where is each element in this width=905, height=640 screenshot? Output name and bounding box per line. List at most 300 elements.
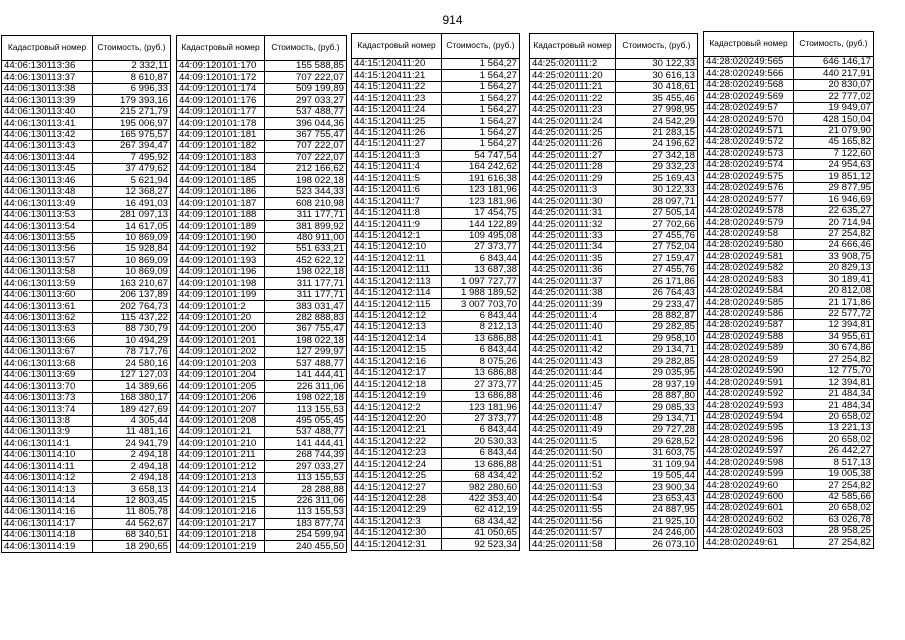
- cost-cell: 268 744,39: [265, 449, 347, 460]
- cadastral-number-cell: 44:06:130113:49: [2, 198, 93, 209]
- cost-cell: 452 622,12: [265, 255, 347, 266]
- table-row: [704, 537, 874, 548]
- table-row: [352, 230, 520, 241]
- cadastral-number-cell: 44:15:120411:20: [352, 59, 442, 70]
- cadastral-number-cell: 44:28:020249:579: [704, 217, 794, 228]
- table-row: [2, 529, 171, 540]
- cost-cell: 1 564,27: [442, 93, 520, 104]
- cost-cell: 396 044,36: [265, 118, 347, 129]
- cadastral-number-cell: 44:15:120411:26: [352, 127, 442, 138]
- cost-cell: 28 288,88: [265, 484, 347, 495]
- cadastral-number-cell: 44:09:120101:186: [177, 186, 265, 197]
- cost-cell: 2 494,18: [93, 449, 171, 460]
- cost-cell: 24 954,63: [794, 159, 874, 170]
- cost-cell: 68 340,51: [93, 529, 171, 540]
- table-row: [352, 242, 520, 253]
- cost-cell: 164 242,62: [442, 161, 520, 172]
- cadastral-number-cell: 44:28:020249:577: [704, 194, 794, 205]
- cost-cell: 440 217,91: [794, 68, 874, 79]
- cadastral-number-cell: 44:09:120101:196: [177, 266, 265, 277]
- cadastral-number-cell: 44:25:020111:34: [530, 242, 616, 253]
- cost-cell: 11 805,78: [93, 507, 171, 518]
- table-row: [177, 198, 347, 209]
- cost-cell: 27 455,76: [616, 230, 698, 241]
- cost-cell: 19 851,12: [794, 171, 874, 182]
- table-row: [530, 379, 698, 390]
- table-row: [530, 70, 698, 81]
- cost-cell: 29 332,23: [616, 161, 698, 172]
- cost-cell: 24 542,29: [616, 116, 698, 127]
- cost-cell: 281 097,13: [93, 209, 171, 220]
- table-row: [177, 83, 347, 94]
- cadastral-number-cell: 44:09:120101:20: [177, 312, 265, 323]
- cost-cell: 62 412,19: [442, 505, 520, 516]
- cadastral-number-cell: 44:28:020249:601: [704, 503, 794, 514]
- cost-cell: 13 686,88: [442, 367, 520, 378]
- cost-cell: 30 189,41: [794, 274, 874, 285]
- cost-cell: 20 714,94: [794, 217, 874, 228]
- table-row: [177, 221, 347, 232]
- table-row: [177, 541, 347, 552]
- cost-cell: 22 635,27: [794, 205, 874, 216]
- table-row: [704, 57, 874, 68]
- cadastral-number-cell: 44:15:120411:4: [352, 161, 442, 172]
- table-row: [530, 81, 698, 92]
- table-row: [530, 322, 698, 333]
- table-row: [2, 335, 171, 346]
- table-row: [177, 186, 347, 197]
- cadastral-number-cell: 44:09:120101:202: [177, 346, 265, 357]
- table-row: [704, 217, 874, 228]
- table-row: [530, 402, 698, 413]
- table-row: [2, 369, 171, 380]
- cost-cell: 12 803,45: [93, 495, 171, 506]
- cadastral-number-cell: 44:25:020111:24: [530, 116, 616, 127]
- cadastral-number-cell: 44:15:120411:7: [352, 196, 442, 207]
- cadastral-number-cell: 44:09:120101:192: [177, 244, 265, 255]
- cadastral-number-cell: 44:28:020249:597: [704, 445, 794, 456]
- cadastral-number-cell: 44:28:020249:599: [704, 468, 794, 479]
- cadastral-number-cell: 44:28:020249:576: [704, 182, 794, 193]
- table-row: [177, 438, 347, 449]
- cadastral-number-cell: 44:28:020249:580: [704, 240, 794, 251]
- cadastral-number-cell: 44:06:130113:40: [2, 106, 93, 117]
- cost-cell: 30 418,61: [616, 81, 698, 92]
- table-row: [530, 253, 698, 264]
- cost-cell: 27 505,14: [616, 207, 698, 218]
- table-row: [177, 255, 347, 266]
- table-row: [2, 278, 171, 289]
- table-row: [2, 106, 171, 117]
- table-row: [530, 219, 698, 230]
- cadastral-number-cell: 44:06:130113:38: [2, 83, 93, 94]
- cost-cell: 27 998,95: [616, 104, 698, 115]
- cost-cell: 6 843,44: [442, 310, 520, 321]
- cadastral-table-4: [529, 33, 698, 551]
- table-row: [704, 320, 874, 331]
- cadastral-number-cell: 44:15:120411:25: [352, 116, 442, 127]
- table-row: [2, 392, 171, 403]
- cadastral-number-cell: 44:06:130113:41: [2, 118, 93, 129]
- table-row: [352, 539, 520, 550]
- cadastral-number-cell: 44:25:020111:40: [530, 322, 616, 333]
- table-row: [2, 266, 171, 277]
- cost-cell: 21 484,34: [794, 388, 874, 399]
- cost-cell: 29 282,85: [616, 356, 698, 367]
- cadastral-number-cell: 44:25:020111:36: [530, 264, 616, 275]
- table-row: [352, 139, 520, 150]
- cost-cell: 78 717,76: [93, 346, 171, 357]
- cost-cell: 1 564,27: [442, 116, 520, 127]
- cost-cell: 20 658,02: [794, 411, 874, 422]
- table-row: [177, 152, 347, 163]
- cadastral-number-cell: 44:15:120411:21: [352, 70, 442, 81]
- cadastral-number-cell: 44:25:020111:45: [530, 379, 616, 390]
- cadastral-number-cell: 44:15:120411:5: [352, 173, 442, 184]
- table-row: [704, 377, 874, 388]
- cadastral-number-cell: 44:15:120412:114: [352, 287, 442, 298]
- cost-cell: 24 941,79: [93, 438, 171, 449]
- table-row: [704, 388, 874, 399]
- cost-cell: 19 005,38: [794, 468, 874, 479]
- table-row: [2, 461, 171, 472]
- table-row: [2, 301, 171, 312]
- cost-cell: 297 033,27: [265, 461, 347, 472]
- cost-cell: 523 344,33: [265, 186, 347, 197]
- cost-cell: 198 022,18: [265, 266, 347, 277]
- cost-cell: 37 479,62: [93, 163, 171, 174]
- cost-cell: 141 444,41: [265, 369, 347, 380]
- cadastral-number-cell: 44:06:130113:63: [2, 324, 93, 335]
- cost-cell: 422 353,40: [442, 493, 520, 504]
- cadastral-number-cell: 44:15:120412:29: [352, 505, 442, 516]
- cost-cell: 8 212,13: [442, 322, 520, 333]
- table-row: [704, 274, 874, 285]
- cadastral-number-cell: 44:06:130113:68: [2, 358, 93, 369]
- table-row: [177, 129, 347, 140]
- table-row: [704, 491, 874, 502]
- table-row: [177, 495, 347, 506]
- table-row: [177, 518, 347, 529]
- cost-cell: 6 843,44: [442, 447, 520, 458]
- cadastral-number-cell: 44:06:130113:67: [2, 346, 93, 357]
- table-row: [177, 369, 347, 380]
- cost-cell: 13 686,88: [442, 459, 520, 470]
- cost-cell: 30 122,33: [616, 184, 698, 195]
- table-row: [177, 278, 347, 289]
- table-row: [704, 251, 874, 262]
- table-row: [177, 141, 347, 152]
- table-row: [352, 470, 520, 481]
- cadastral-number-cell: 44:09:120101:188: [177, 209, 265, 220]
- cost-cell: 12 394,81: [794, 320, 874, 331]
- cadastral-number-cell: 44:15:120412:30: [352, 527, 442, 538]
- cost-cell: 109 495,08: [442, 230, 520, 241]
- table-row: [530, 527, 698, 538]
- table-row: [352, 459, 520, 470]
- cadastral-number-cell: 44:28:020249:569: [704, 91, 794, 102]
- cost-cell: 155 588,85: [265, 61, 347, 72]
- cadastral-number-cell: 44:28:020249:573: [704, 148, 794, 159]
- cost-cell: 92 523,34: [442, 539, 520, 550]
- table-row: [352, 173, 520, 184]
- table-row: [177, 461, 347, 472]
- table-row: [704, 228, 874, 239]
- table-row: [530, 436, 698, 447]
- cadastral-number-cell: 44:15:120412:115: [352, 299, 442, 310]
- cost-cell: 428 150,04: [794, 114, 874, 125]
- cost-cell: 608 210,98: [265, 198, 347, 209]
- cadastral-number-cell: 44:09:120101:201: [177, 335, 265, 346]
- table-row: [2, 472, 171, 483]
- cost-cell: 16 946,69: [794, 194, 874, 205]
- cadastral-number-cell: 44:25:020111:21: [530, 81, 616, 92]
- cost-cell: 27 702,66: [616, 219, 698, 230]
- cadastral-number-cell: 44:09:120101:189: [177, 221, 265, 232]
- table-row: [704, 365, 874, 376]
- table-row: [177, 266, 347, 277]
- cost-cell: 10 494,29: [93, 335, 171, 346]
- cadastral-number-cell: 44:15:120412:14: [352, 333, 442, 344]
- cost-cell: 707 222,07: [265, 141, 347, 152]
- table-row: [2, 358, 171, 369]
- cost-cell: 31 109,94: [616, 459, 698, 470]
- cadastral-number-cell: 44:06:130114:16: [2, 507, 93, 518]
- cost-cell: 191 616,38: [442, 173, 520, 184]
- column-header-cadastral-number: Кадастровый номер: [177, 36, 265, 61]
- cadastral-number-cell: 44:06:130113:45: [2, 163, 93, 174]
- cost-cell: 311 177,71: [265, 278, 347, 289]
- table-row: [177, 529, 347, 540]
- cadastral-number-cell: 44:25:020111:28: [530, 161, 616, 172]
- cadastral-number-cell: 44:15:120412:1: [352, 230, 442, 241]
- cost-cell: 113 155,53: [265, 507, 347, 518]
- table-row: [177, 72, 347, 83]
- table-row: [2, 415, 171, 426]
- cost-cell: 27 373,77: [442, 242, 520, 253]
- table-row: [177, 392, 347, 403]
- column-header-cadastral-number: Кадастровый номер: [530, 34, 616, 59]
- cost-cell: 42 585,66: [794, 491, 874, 502]
- table-row: [2, 61, 171, 72]
- table-row: [530, 470, 698, 481]
- table-row: [704, 480, 874, 491]
- cost-cell: 31 603,75: [616, 447, 698, 458]
- cadastral-number-cell: 44:28:020249:571: [704, 125, 794, 136]
- table-row: [352, 104, 520, 115]
- cadastral-number-cell: 44:06:130114:10: [2, 449, 93, 460]
- cost-cell: 68 434,42: [442, 470, 520, 481]
- table-row: [2, 312, 171, 323]
- cost-cell: 27 342,18: [616, 150, 698, 161]
- table-row: [352, 447, 520, 458]
- table-row: [704, 125, 874, 136]
- table-row: [177, 95, 347, 106]
- cadastral-table-3: [351, 33, 520, 551]
- table-row: [352, 127, 520, 138]
- table-row: [530, 539, 698, 550]
- cadastral-number-cell: 44:25:020111:33: [530, 230, 616, 241]
- cost-cell: 1 564,27: [442, 81, 520, 92]
- cadastral-number-cell: 44:25:020111:29: [530, 173, 616, 184]
- cost-cell: 12 368,27: [93, 186, 171, 197]
- cost-cell: 20 658,02: [794, 503, 874, 514]
- cost-cell: 537 488,77: [265, 106, 347, 117]
- cadastral-number-cell: 44:28:020249:581: [704, 251, 794, 262]
- cadastral-number-cell: 44:15:120412:22: [352, 436, 442, 447]
- cadastral-number-cell: 44:25:020111:32: [530, 219, 616, 230]
- cost-cell: 22 777,02: [794, 91, 874, 102]
- cost-cell: 24 887,95: [616, 505, 698, 516]
- cadastral-number-cell: 44:15:120412:12: [352, 310, 442, 321]
- cadastral-number-cell: 44:15:120412:19: [352, 390, 442, 401]
- cadastral-number-cell: 44:28:020249:593: [704, 400, 794, 411]
- cadastral-number-cell: 44:28:020249:584: [704, 285, 794, 296]
- table-row: [530, 482, 698, 493]
- cadastral-number-cell: 44:06:130113:46: [2, 175, 93, 186]
- cadastral-number-cell: 44:28:020249:586: [704, 308, 794, 319]
- cost-cell: 26 171,86: [616, 276, 698, 287]
- cost-cell: 22 577,72: [794, 308, 874, 319]
- table-row: [352, 70, 520, 81]
- cadastral-number-cell: 44:15:120412:17: [352, 367, 442, 378]
- cadastral-number-cell: 44:06:130113:43: [2, 141, 93, 152]
- table-row: [177, 381, 347, 392]
- table-row: [2, 118, 171, 129]
- cadastral-number-cell: 44:06:130113:37: [2, 72, 93, 83]
- table-row: [704, 205, 874, 216]
- table-row: [704, 514, 874, 525]
- table-row: [530, 264, 698, 275]
- cost-cell: 215 271,79: [93, 106, 171, 117]
- cadastral-number-cell: 44:28:020249:572: [704, 137, 794, 148]
- cost-cell: 381 899,92: [265, 221, 347, 232]
- table-row: [704, 68, 874, 79]
- table-row: [530, 356, 698, 367]
- cadastral-number-cell: 44:25:020111:35: [530, 253, 616, 264]
- cost-cell: 16 491,03: [93, 198, 171, 209]
- cost-cell: 10 869,09: [93, 232, 171, 243]
- table-row: [704, 342, 874, 353]
- table-row: [530, 299, 698, 310]
- cost-cell: 29 134,71: [616, 344, 698, 355]
- table-row: [530, 139, 698, 150]
- cost-cell: 127 299,97: [265, 346, 347, 357]
- cadastral-number-cell: 44:09:120101:217: [177, 518, 265, 529]
- cost-cell: 551 633,21: [265, 244, 347, 255]
- cadastral-number-cell: 44:06:130113:8: [2, 415, 93, 426]
- table-row: [352, 482, 520, 493]
- cost-cell: 115 437,22: [93, 312, 171, 323]
- cost-cell: 29 134,71: [616, 413, 698, 424]
- cost-cell: 2 332,11: [93, 61, 171, 72]
- cadastral-number-cell: 44:25:020111:37: [530, 276, 616, 287]
- cost-cell: 18 290,65: [93, 541, 171, 552]
- cost-cell: 20 830,07: [794, 79, 874, 90]
- cost-cell: 297 033,27: [265, 95, 347, 106]
- table-row: [352, 150, 520, 161]
- cadastral-number-cell: 44:28:020249:587: [704, 320, 794, 331]
- cadastral-number-cell: 44:09:120101:185: [177, 175, 265, 186]
- cadastral-number-cell: 44:25:020111:51: [530, 459, 616, 470]
- cadastral-number-cell: 44:06:130114:17: [2, 518, 93, 529]
- cost-cell: 27 254,82: [794, 228, 874, 239]
- cadastral-number-cell: 44:25:020111:53: [530, 482, 616, 493]
- cadastral-number-cell: 44:25:020111:39: [530, 299, 616, 310]
- cost-cell: 63 026,78: [794, 514, 874, 525]
- cadastral-number-cell: 44:06:130113:39: [2, 95, 93, 106]
- table-row: [177, 335, 347, 346]
- cost-cell: 44 562,67: [93, 518, 171, 529]
- cost-cell: 19 949,07: [794, 102, 874, 113]
- cost-cell: 68 434,42: [442, 516, 520, 527]
- table-row: [704, 423, 874, 434]
- table-row: [352, 59, 520, 70]
- cost-cell: 13 687,38: [442, 264, 520, 275]
- table-row: [530, 207, 698, 218]
- cost-cell: 141 444,41: [265, 438, 347, 449]
- cost-cell: 311 177,71: [265, 289, 347, 300]
- cadastral-number-cell: 44:06:130114:1: [2, 438, 93, 449]
- cadastral-number-cell: 44:09:120101:213: [177, 472, 265, 483]
- table-row: [177, 427, 347, 438]
- table-row: [177, 404, 347, 415]
- table-row: [704, 400, 874, 411]
- cost-cell: 982 280,60: [442, 482, 520, 493]
- cost-cell: 24 246,00: [616, 527, 698, 538]
- cadastral-number-cell: 44:06:130113:62: [2, 312, 93, 323]
- cadastral-number-cell: 44:09:120101:176: [177, 95, 265, 106]
- cadastral-number-cell: 44:06:130113:48: [2, 186, 93, 197]
- column-header-cadastral-number: Кадастровый номер: [352, 34, 442, 59]
- cadastral-number-cell: 44:09:120101:211: [177, 449, 265, 460]
- cadastral-number-cell: 44:06:130113:73: [2, 392, 93, 403]
- cadastral-number-cell: 44:25:020111:42: [530, 344, 616, 355]
- cadastral-number-cell: 44:15:120412:2: [352, 402, 442, 413]
- table-row: [352, 356, 520, 367]
- cadastral-number-cell: 44:28:020249:59: [704, 354, 794, 365]
- cadastral-number-cell: 44:06:130113:61: [2, 301, 93, 312]
- table-row: [177, 289, 347, 300]
- cadastral-number-cell: 44:25:020111:50: [530, 447, 616, 458]
- table-row: [2, 83, 171, 94]
- cadastral-number-cell: 44:09:120101:212: [177, 461, 265, 472]
- cost-cell: 537 488,77: [265, 427, 347, 438]
- cadastral-number-cell: 44:25:020111:58: [530, 539, 616, 550]
- cost-cell: 17 454,75: [442, 207, 520, 218]
- cadastral-number-cell: 44:25:020111:48: [530, 413, 616, 424]
- cadastral-number-cell: 44:25:020111:56: [530, 516, 616, 527]
- cadastral-number-cell: 44:25:020111:3: [530, 184, 616, 195]
- table-row: [177, 472, 347, 483]
- cost-cell: 1 564,27: [442, 127, 520, 138]
- cadastral-number-cell: 44:06:130113:44: [2, 152, 93, 163]
- cadastral-number-cell: 44:09:120101:183: [177, 152, 265, 163]
- cost-cell: 30 616,13: [616, 70, 698, 81]
- cadastral-number-cell: 44:06:130113:53: [2, 209, 93, 220]
- cost-cell: 27 254,82: [794, 480, 874, 491]
- cadastral-number-cell: 44:15:120412:16: [352, 356, 442, 367]
- cost-cell: 480 911,00: [265, 232, 347, 243]
- table-row: [530, 93, 698, 104]
- cost-cell: 29 628,52: [616, 436, 698, 447]
- cadastral-number-cell: 44:25:020111:30: [530, 196, 616, 207]
- cost-cell: 20 812,08: [794, 285, 874, 296]
- cadastral-number-cell: 44:15:120411:9: [352, 219, 442, 230]
- table-row: [704, 445, 874, 456]
- table-row: [352, 367, 520, 378]
- table-row: [2, 289, 171, 300]
